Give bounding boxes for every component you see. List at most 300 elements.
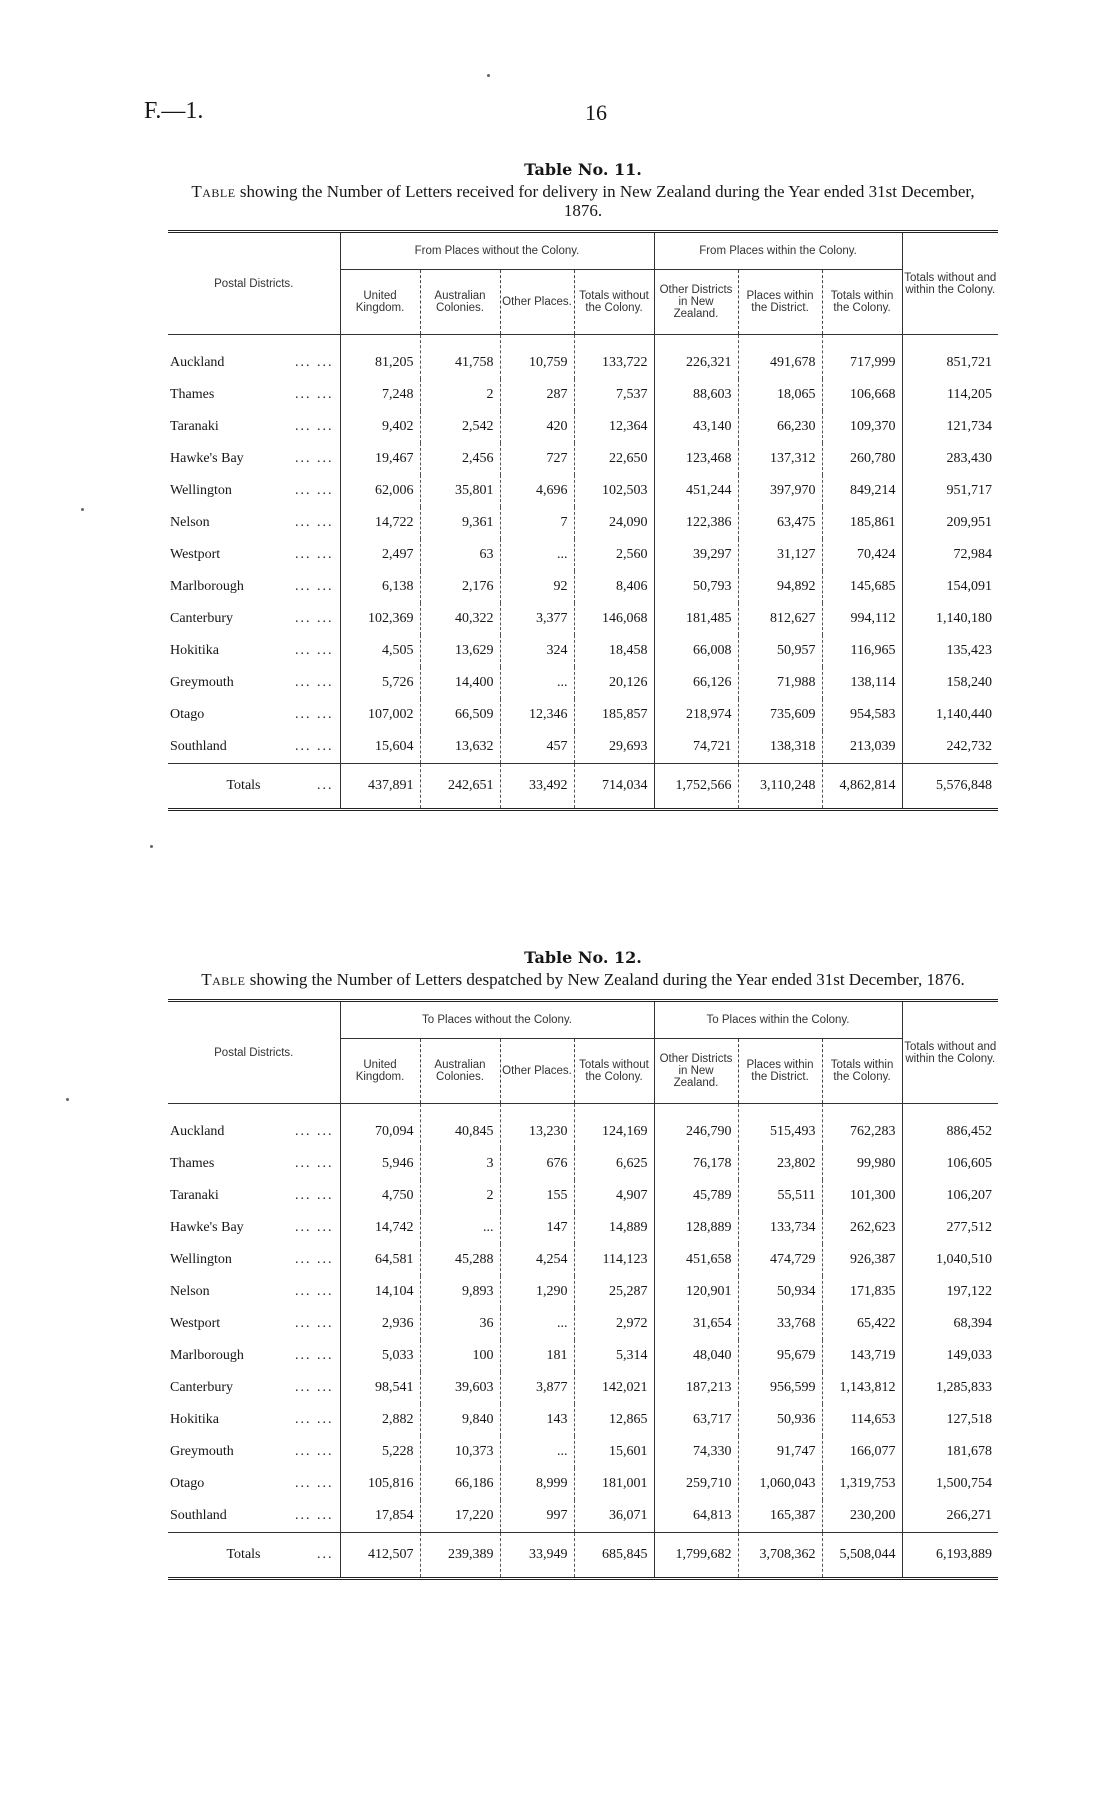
district-name-cell [168,1148,340,1180]
value-cell: 154,091 [902,571,998,603]
leader-dots: ... ... [295,1508,334,1523]
value-cell: 515,493 [738,1104,822,1149]
value-cell: 4,907 [574,1180,654,1212]
value-cell: 31,654 [654,1308,738,1340]
value-cell: 2,497 [340,539,420,571]
value-cell: 717,999 [822,335,902,380]
value-cell: 149,033 [902,1340,998,1372]
leader-dots: ... ... [295,675,334,690]
value-cell: 2 [420,379,500,411]
district-name-cell [168,1404,340,1436]
district-name-cell [168,1244,340,1276]
value-cell: 137,312 [738,443,822,475]
value-cell: 14,889 [574,1212,654,1244]
district-name: Southland [170,1508,227,1523]
value-cell: 35,801 [420,475,500,507]
table-row [168,475,998,507]
value-cell: 324 [500,635,574,667]
value-cell: 107,002 [340,699,420,731]
value-cell: 66,230 [738,411,822,443]
value-cell: 64,813 [654,1500,738,1533]
value-cell: ... [420,1212,500,1244]
value-cell: 6,625 [574,1148,654,1180]
value-cell: 7,248 [340,379,420,411]
value-cell: 120,901 [654,1276,738,1308]
district-name-cell [168,635,340,667]
value-cell: 1,040,510 [902,1244,998,1276]
value-cell: 1,140,180 [902,603,998,635]
value-cell: 685,845 [574,1533,654,1579]
value-cell: 242,651 [420,764,500,810]
table-row [168,699,998,731]
value-cell: 213,039 [822,731,902,764]
leader-dots: ... ... [295,1156,334,1171]
value-cell: 4,505 [340,635,420,667]
leader-dots: ... ... [295,1220,334,1235]
value-cell: 9,840 [420,1404,500,1436]
value-cell: 260,780 [822,443,902,475]
value-cell: 3,377 [500,603,574,635]
value-cell: 29,693 [574,731,654,764]
value-cell: 8,999 [500,1468,574,1500]
table-row [168,1500,998,1533]
value-cell: 74,721 [654,731,738,764]
value-cell: 62,006 [340,475,420,507]
table-12-block [168,948,998,1580]
table-row [168,1276,998,1308]
column-header: Other Districts in New Zealand. [654,1039,738,1104]
leader-dots: ... ... [295,483,334,498]
value-cell: 127,518 [902,1404,998,1436]
value-cell: 849,214 [822,475,902,507]
value-cell: 50,793 [654,571,738,603]
value-cell: 451,244 [654,475,738,507]
table-row [168,667,998,699]
value-cell: 95,679 [738,1340,822,1372]
value-cell: ... [500,539,574,571]
value-cell: 20,126 [574,667,654,699]
district-name-cell [168,539,340,571]
table-row [168,1340,998,1372]
table-row [168,539,998,571]
value-cell: ... [500,1308,574,1340]
table-title: Table No. 12. [524,948,642,967]
value-cell: 420 [500,411,574,443]
value-cell: 181 [500,1340,574,1372]
column-header: United Kingdom. [340,1039,420,1104]
value-cell: 39,603 [420,1372,500,1404]
value-cell: 5,033 [340,1340,420,1372]
page-reference: F.—1. [144,98,204,124]
district-name: Nelson [170,1284,210,1299]
value-cell: 283,430 [902,443,998,475]
table-row [168,635,998,667]
value-cell: 2,972 [574,1308,654,1340]
value-cell: 40,322 [420,603,500,635]
value-cell: 5,726 [340,667,420,699]
value-cell: 17,220 [420,1500,500,1533]
value-cell: 166,077 [822,1436,902,1468]
value-cell: 41,758 [420,335,500,380]
value-cell: 714,034 [574,764,654,810]
value-cell: 64,581 [340,1244,420,1276]
district-name-cell [168,1104,340,1149]
district-name-cell [168,731,340,764]
without-colony-group-header: From Places without the Colony. [340,232,654,270]
table-row [168,1436,998,1468]
scan-speck [150,845,153,848]
district-name-cell [168,1276,340,1308]
within-colony-group-header: From Places within the Colony. [654,232,902,270]
district-name: Marlborough [170,1348,244,1363]
value-cell: 1,500,754 [902,1468,998,1500]
value-cell: 266,271 [902,1500,998,1533]
table-row [168,507,998,539]
column-header: Places within the District. [738,1039,822,1104]
value-cell: 19,467 [340,443,420,475]
value-cell: 7,537 [574,379,654,411]
value-cell: 2,936 [340,1308,420,1340]
value-cell: 17,854 [340,1500,420,1533]
table-row [168,731,998,764]
district-name: Marlborough [170,579,244,594]
district-name: Westport [170,1316,221,1331]
value-cell: 1,285,833 [902,1372,998,1404]
table-row [168,571,998,603]
district-name-cell [168,603,340,635]
value-cell: 138,114 [822,667,902,699]
value-cell: 226,321 [654,335,738,380]
value-cell: 50,936 [738,1404,822,1436]
leader-dots: ... ... [295,579,334,594]
value-cell: 218,974 [654,699,738,731]
district-name: Thames [170,387,215,402]
value-cell: 10,373 [420,1436,500,1468]
leader-dots: ... ... [295,707,334,722]
value-cell: 4,696 [500,475,574,507]
value-cell: 98,541 [340,1372,420,1404]
value-cell: 135,423 [902,635,998,667]
value-cell: 5,508,044 [822,1533,902,1579]
value-cell: 43,140 [654,411,738,443]
value-cell: 9,361 [420,507,500,539]
value-cell: 14,104 [340,1276,420,1308]
table-row [168,1244,998,1276]
value-cell: 954,583 [822,699,902,731]
value-cell: 101,300 [822,1180,902,1212]
table-row [168,1212,998,1244]
value-cell: 12,865 [574,1404,654,1436]
table-row [168,1308,998,1340]
value-cell: 143,719 [822,1340,902,1372]
district-name: Canterbury [170,611,233,626]
value-cell: 72,984 [902,539,998,571]
caption-text: showing the Number of Letters despatched by New Zealand during the Year ended 31st December, 1876. [245,970,965,989]
district-name-cell [168,507,340,539]
district-name: Hawke's Bay [170,451,244,466]
value-cell: 71,988 [738,667,822,699]
value-cell: 209,951 [902,507,998,539]
value-cell: 63,717 [654,1404,738,1436]
value-cell: 2 [420,1180,500,1212]
value-cell: 145,685 [822,571,902,603]
postal-districts-header: Postal Districts. [168,1001,340,1104]
column-header: Other Places. [500,1039,574,1104]
table-row [168,335,998,380]
district-name-cell [168,1500,340,1533]
table-caption [168,182,998,220]
leader-dots: ... [317,778,334,793]
leader-dots: ... ... [295,611,334,626]
value-cell: 6,193,889 [902,1533,998,1579]
value-cell: 66,186 [420,1468,500,1500]
district-name: Hokitika [170,643,219,658]
value-cell: 1,140,440 [902,699,998,731]
within-colony-group-header: To Places within the Colony. [654,1001,902,1039]
value-cell: 727 [500,443,574,475]
value-cell: 3 [420,1148,500,1180]
value-cell: 242,732 [902,731,998,764]
value-cell: 287 [500,379,574,411]
table-row [168,1404,998,1436]
value-cell: 99,980 [822,1148,902,1180]
value-cell: 74,330 [654,1436,738,1468]
value-cell: 91,747 [738,1436,822,1468]
caption-lead: Table [191,182,236,201]
value-cell: 18,065 [738,379,822,411]
district-name-cell [168,699,340,731]
value-cell: 12,346 [500,699,574,731]
table-caption [168,970,998,989]
value-cell: 133,734 [738,1212,822,1244]
value-cell: 185,857 [574,699,654,731]
value-cell: 735,609 [738,699,822,731]
scan-speck [66,1098,69,1101]
leader-dots: ... ... [295,1476,334,1491]
value-cell: 66,509 [420,699,500,731]
column-header: United Kingdom. [340,270,420,335]
value-cell: 138,318 [738,731,822,764]
value-cell: 39,297 [654,539,738,571]
value-cell: 36,071 [574,1500,654,1533]
table-11-block [168,160,998,811]
leader-dots: ... ... [295,1188,334,1203]
value-cell: 13,632 [420,731,500,764]
value-cell: 45,789 [654,1180,738,1212]
value-cell: 146,068 [574,603,654,635]
value-cell: 2,456 [420,443,500,475]
value-cell: 133,722 [574,335,654,380]
value-cell: 158,240 [902,667,998,699]
page-number: 16 [585,100,607,125]
totals-row [168,1533,998,1579]
district-name: Southland [170,739,227,754]
table-row [168,603,998,635]
value-cell: 4,862,814 [822,764,902,810]
value-cell: 956,599 [738,1372,822,1404]
table-row [168,1104,998,1149]
district-name: Hawke's Bay [170,1220,244,1235]
leader-dots: ... ... [295,1412,334,1427]
value-cell: 277,512 [902,1212,998,1244]
value-cell: 128,889 [654,1212,738,1244]
district-name-cell [168,1468,340,1500]
table-row [168,1372,998,1404]
letters-despatched-table [168,999,998,1580]
value-cell: 22,650 [574,443,654,475]
leader-dots: ... ... [295,515,334,530]
leader-dots: ... ... [295,387,334,402]
value-cell: 66,126 [654,667,738,699]
leader-dots: ... ... [295,739,334,754]
value-cell: 457 [500,731,574,764]
value-cell: 102,503 [574,475,654,507]
value-cell: 65,422 [822,1308,902,1340]
leader-dots: ... ... [295,451,334,466]
leader-dots: ... ... [295,643,334,658]
value-cell: 121,734 [902,411,998,443]
table-row [168,1148,998,1180]
value-cell: 4,254 [500,1244,574,1276]
leader-dots: ... ... [295,419,334,434]
value-cell: 106,207 [902,1180,998,1212]
value-cell: 1,290 [500,1276,574,1308]
value-cell: 951,717 [902,475,998,507]
district-name: Wellington [170,1252,232,1267]
value-cell: 8,406 [574,571,654,603]
value-cell: 197,122 [902,1276,998,1308]
district-name-cell [168,335,340,380]
value-cell: 155 [500,1180,574,1212]
district-name-cell [168,475,340,507]
column-header: Australian Colonies. [420,270,500,335]
district-name-cell [168,1533,340,1579]
district-name-cell [168,411,340,443]
column-header: Places within the District. [738,270,822,335]
value-cell: 114,653 [822,1404,902,1436]
value-cell: ... [500,667,574,699]
caption-lead: Table [201,970,246,989]
value-cell: 55,511 [738,1180,822,1212]
value-cell: 109,370 [822,411,902,443]
value-cell: 997 [500,1500,574,1533]
value-cell: 100 [420,1340,500,1372]
leader-dots: ... ... [295,355,334,370]
leader-dots: ... ... [295,1124,334,1139]
value-cell: 181,485 [654,603,738,635]
value-cell: 68,394 [902,1308,998,1340]
column-header: Totals within the Colony. [822,1039,902,1104]
value-cell: 1,799,682 [654,1533,738,1579]
value-cell: 81,205 [340,335,420,380]
value-cell: 45,288 [420,1244,500,1276]
value-cell: 262,623 [822,1212,902,1244]
value-cell: 762,283 [822,1104,902,1149]
value-cell: 5,576,848 [902,764,998,810]
value-cell: 5,314 [574,1340,654,1372]
value-cell: 4,750 [340,1180,420,1212]
value-cell: 246,790 [654,1104,738,1149]
value-cell: 143 [500,1404,574,1436]
value-cell: 40,845 [420,1104,500,1149]
value-cell: 474,729 [738,1244,822,1276]
value-cell: 3,110,248 [738,764,822,810]
value-cell: 147 [500,1212,574,1244]
value-cell: 66,008 [654,635,738,667]
district-name: Otago [170,1476,205,1491]
leader-dots: ... ... [295,547,334,562]
value-cell: 48,040 [654,1340,738,1372]
value-cell: 165,387 [738,1500,822,1533]
district-name: Totals [226,778,261,793]
value-cell: 412,507 [340,1533,420,1579]
value-cell: 1,752,566 [654,764,738,810]
value-cell: 9,893 [420,1276,500,1308]
value-cell: 239,389 [420,1533,500,1579]
value-cell: 13,629 [420,635,500,667]
leader-dots: ... ... [295,1284,334,1299]
value-cell: 171,835 [822,1276,902,1308]
value-cell: 14,400 [420,667,500,699]
district-name: Hokitika [170,1412,219,1427]
value-cell: 437,891 [340,764,420,810]
value-cell: 2,560 [574,539,654,571]
value-cell: 106,668 [822,379,902,411]
district-name-cell [168,1212,340,1244]
value-cell: 92 [500,571,574,603]
value-cell: 14,722 [340,507,420,539]
value-cell: 25,287 [574,1276,654,1308]
value-cell: 50,957 [738,635,822,667]
district-name-cell [168,379,340,411]
district-name-cell [168,443,340,475]
value-cell: 1,060,043 [738,1468,822,1500]
value-cell: 259,710 [654,1468,738,1500]
table-row [168,411,998,443]
value-cell: 114,123 [574,1244,654,1276]
value-cell: 88,603 [654,379,738,411]
value-cell: 451,658 [654,1244,738,1276]
table-row [168,1468,998,1500]
value-cell: 5,946 [340,1148,420,1180]
value-cell: 2,542 [420,411,500,443]
value-cell: 185,861 [822,507,902,539]
value-cell: 123,468 [654,443,738,475]
district-name: Taranaki [170,1188,219,1203]
value-cell: 76,178 [654,1148,738,1180]
value-cell: 851,721 [902,335,998,380]
leader-dots: ... ... [295,1252,334,1267]
table-row [168,1180,998,1212]
value-cell: 491,678 [738,335,822,380]
column-header: Other Districts in New Zealand. [654,270,738,335]
district-name: Westport [170,547,221,562]
value-cell: 63 [420,539,500,571]
value-cell: 812,627 [738,603,822,635]
value-cell: 63,475 [738,507,822,539]
leader-dots: ... ... [295,1348,334,1363]
column-header: Totals within the Colony. [822,270,902,335]
value-cell: 18,458 [574,635,654,667]
value-cell: 70,094 [340,1104,420,1149]
district-name-cell [168,1308,340,1340]
district-name: Auckland [170,355,225,370]
value-cell: 124,169 [574,1104,654,1149]
value-cell: 7 [500,507,574,539]
leader-dots: ... ... [295,1380,334,1395]
value-cell: 15,601 [574,1436,654,1468]
value-cell: 14,742 [340,1212,420,1244]
